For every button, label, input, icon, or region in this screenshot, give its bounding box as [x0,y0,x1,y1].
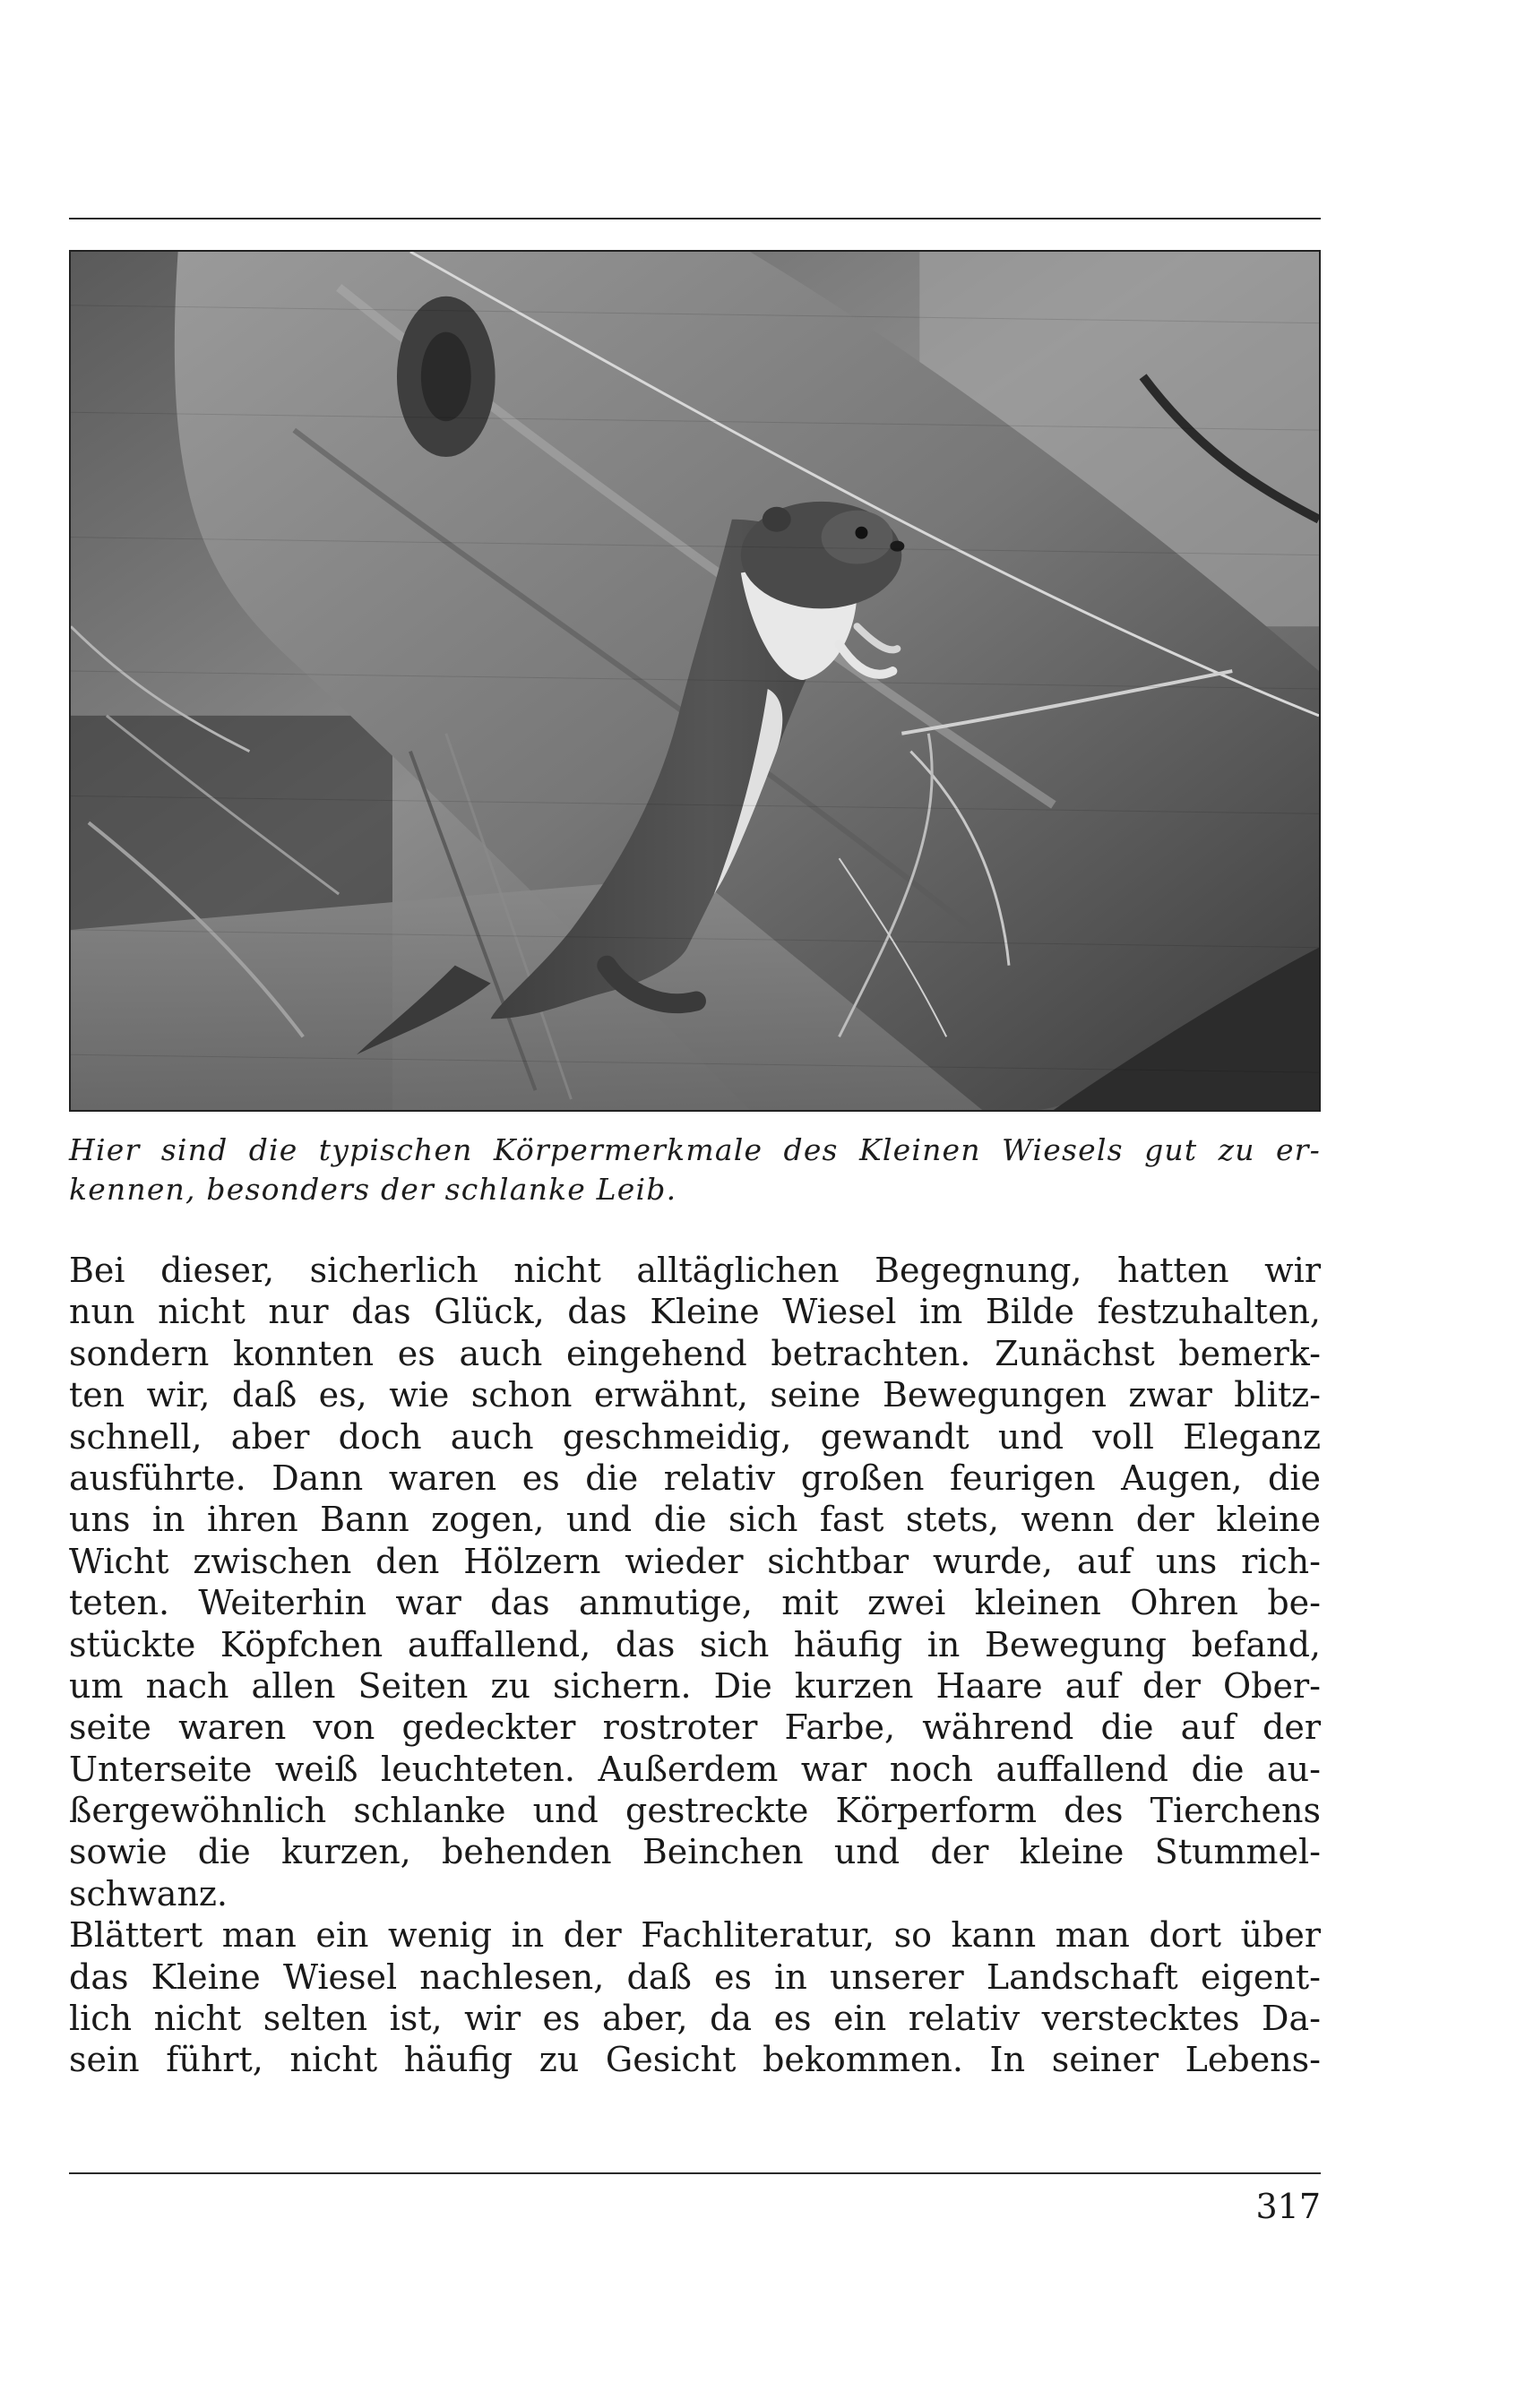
text-line: Bei dieser, sicherlich nicht alltäglichen Begegnung, hatten wir [69,1251,1321,1290]
caption-line: Hier sind die typischen Körpermerkmale des Kleinen Wiesels gut zu er- [69,1132,1321,1167]
text-line: Unterseite weiß leuchteten. Außerdem war noch auffallend die au- [69,1749,1321,1789]
text-line: schnell, aber doch auch geschmeidig, gewandt und voll Eleganz [69,1416,1321,1457]
text-line: seite waren von gedeckter rostroter Farbe, während die auf der [69,1707,1321,1748]
text-line: um nach allen Seiten zu sichern. Die kurzen Haare auf der Ober- [69,1665,1321,1706]
text-line: schwanz. [69,1873,228,1914]
text-line: lich nicht selten ist, wir es aber, da es ein relativ verstecktes Da- [69,1999,1321,2039]
caption-line: kennen, besonders der schlanke Leib. [69,1172,677,1207]
weasel-photo [69,250,1321,1112]
text-line: uns in ihren Bann zogen, und die sich fast stets, wenn der kleine [69,1500,1321,1540]
text-line: stückte Köpfchen auffallend, das sich häufig in Bewegung befand, [69,1624,1321,1664]
footer-rule [69,2172,1321,2174]
text-line: ten wir, daß es, wie schon erwähnt, seine Bewegungen zwar blitz- [69,1375,1321,1415]
text-line: sondern konnten es auch eingehend betrachten. Zunächst bemerk- [69,1333,1321,1373]
text-line: nun nicht nur das Glück, das Kleine Wiesel im Bilde festzuhalten, [69,1292,1321,1332]
text-line: Blättert man ein wenig in der Fachliteratur, so kann man dort über [69,1915,1321,1956]
weasel-photo-illustration [71,252,1319,1110]
text-line: sein führt, nicht häufig zu Gesicht bekommen. In seiner Lebens- [69,2040,1321,2080]
text-line: Wicht zwischen den Hölzern wieder sichtbar wurde, auf uns rich- [69,1541,1321,1581]
header-rule [69,218,1321,219]
text-line: ausführte. Dann waren es die relativ großen feurigen Augen, die [69,1458,1321,1498]
body-paragraphs [69,1250,1321,2081]
text-line: ßergewöhnlich schlanke und gestreckte Körperform des Tierchens [69,1791,1321,1831]
text-line: das Kleine Wiesel nachlesen, daß es in unserer Landschaft eigent- [69,1956,1321,1997]
text-line: sowie die kurzen, behenden Beinchen und der kleine Stummel- [69,1832,1321,1872]
text-line: teten. Weiterhin war das anmutige, mit zwei kleinen Ohren be- [69,1583,1321,1623]
photo-caption [69,1131,1321,1209]
page-number: 317 [1255,2187,1321,2226]
